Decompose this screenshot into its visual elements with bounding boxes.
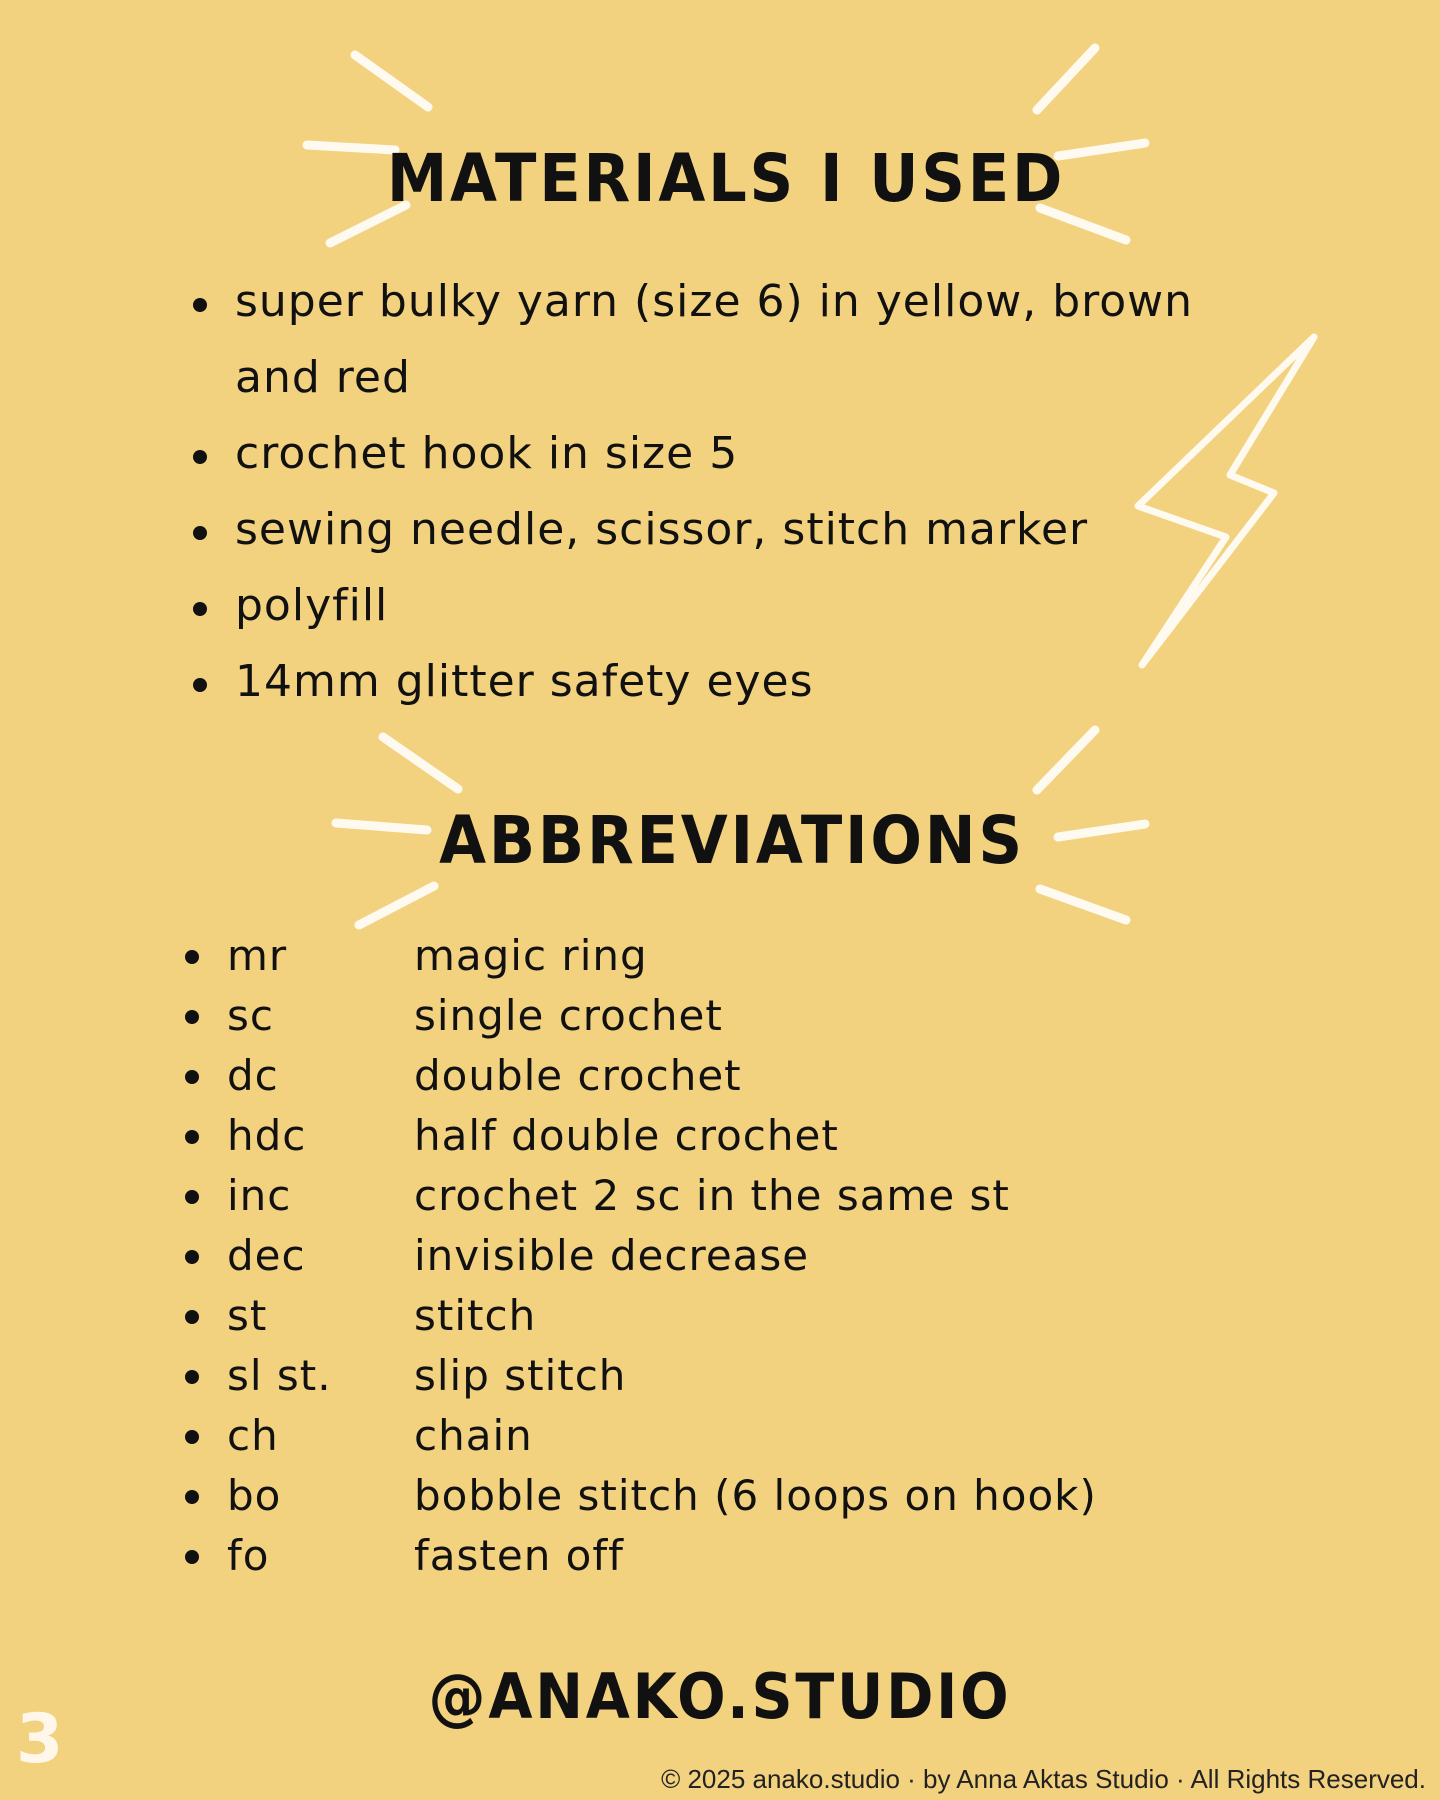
abbreviation-meaning: stitch xyxy=(414,1291,537,1340)
abbreviation-term: fo xyxy=(227,1531,270,1580)
abbreviation-term: st xyxy=(227,1291,268,1340)
abbreviation-term: inc xyxy=(227,1171,292,1220)
abbreviation-meaning: chain xyxy=(414,1411,533,1460)
abbreviations-list xyxy=(227,926,1227,1586)
abbreviation-row xyxy=(227,1226,1227,1286)
abbreviation-meaning: magic ring xyxy=(414,931,648,980)
abbreviation-row xyxy=(227,1406,1227,1466)
abbreviation-term: dc xyxy=(227,1051,279,1100)
abbreviation-meaning: single crochet xyxy=(414,991,723,1040)
abbreviation-meaning: bobble stitch (6 loops on hook) xyxy=(414,1471,1097,1520)
abbreviations-heading: ABBREVIATIONS xyxy=(439,802,1025,879)
abbreviation-row xyxy=(227,1106,1227,1166)
abbreviation-term: mr xyxy=(227,931,288,980)
materials-list xyxy=(235,264,1215,720)
abbreviation-row xyxy=(227,1466,1227,1526)
abbreviation-row xyxy=(227,1346,1227,1406)
abbreviation-term: dec xyxy=(227,1231,306,1280)
abbreviation-row xyxy=(227,1526,1227,1586)
abbreviation-term: ch xyxy=(227,1411,279,1460)
materials-item: 14mm glitter safety eyes xyxy=(235,644,1215,720)
abbreviation-term: bo xyxy=(227,1471,282,1520)
materials-heading: MATERIALS I USED xyxy=(386,140,1066,217)
materials-item: polyfill xyxy=(235,568,1215,644)
abbreviation-meaning: half double crochet xyxy=(414,1111,839,1160)
materials-item: super bulky yarn (size 6) in yellow, brown and red xyxy=(235,264,1215,416)
page-number: 3 xyxy=(16,1700,64,1779)
copyright-notice: © 2025 anako.studio · by Anna Aktas Studio · All Rights Reserved. xyxy=(661,1764,1426,1794)
abbreviation-term: sc xyxy=(227,991,274,1040)
abbreviation-meaning: slip stitch xyxy=(414,1351,627,1400)
abbreviation-row xyxy=(227,1166,1227,1226)
abbreviation-row xyxy=(227,1286,1227,1346)
abbreviation-meaning: invisible decrease xyxy=(414,1231,810,1280)
materials-item: sewing needle, scissor, stitch marker xyxy=(235,492,1215,568)
abbreviation-meaning: crochet 2 sc in the same st xyxy=(414,1171,1010,1220)
abbreviation-meaning: double crochet xyxy=(414,1051,742,1100)
abbreviation-row xyxy=(227,926,1227,986)
abbreviation-row xyxy=(227,1046,1227,1106)
instagram-handle: @ANAKO.STUDIO xyxy=(428,1660,1012,1733)
abbreviation-meaning: fasten off xyxy=(414,1531,624,1580)
abbreviation-term: hdc xyxy=(227,1111,307,1160)
abbreviation-term: sl st. xyxy=(227,1351,332,1400)
materials-item: crochet hook in size 5 xyxy=(235,416,1215,492)
abbreviation-row xyxy=(227,986,1227,1046)
